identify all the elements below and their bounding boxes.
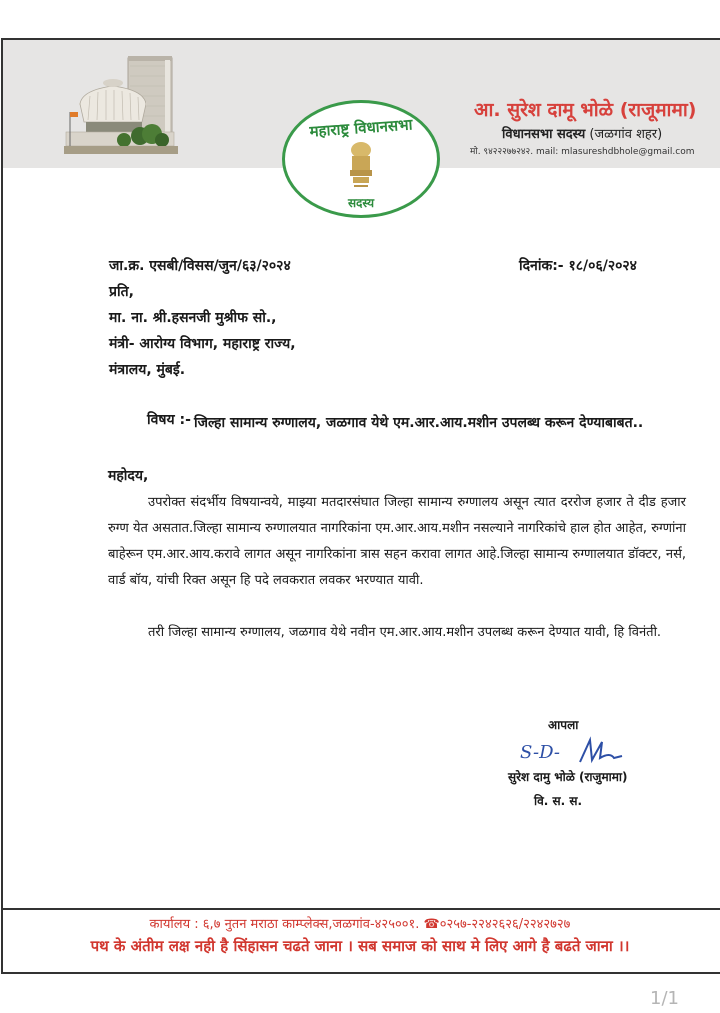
reference-number: जा.क्र. एसबी/विसस/जुन/६३/२०२४ bbox=[109, 258, 291, 274]
mla-designation bbox=[502, 124, 662, 142]
handwritten-signature bbox=[518, 734, 628, 768]
letter-date: दिनांक:- १८/०६/२०२४ bbox=[519, 258, 637, 274]
body-paragraph: तरी जिल्हा सामान्य रुग्णालय, जळगाव येथे नवीन एम.आर.आय.मशीन उपलब्ध करून देण्यात यावी, हि विनंती. bbox=[148, 625, 662, 640]
svg-text:S-D-: S-D- bbox=[520, 742, 560, 763]
mla-contact-info: मो. ९४२२२७७२४२. mail: mlasureshdbhole@gmail.com bbox=[470, 147, 695, 157]
emblem-top-text: महाराष्ट्र विधानसभा bbox=[308, 115, 414, 141]
maharashtra-vidhansabha-emblem bbox=[282, 100, 440, 218]
mla-role: विधानसभा सदस्य bbox=[502, 127, 586, 142]
emblem-bottom-text: सदस्य bbox=[347, 196, 375, 210]
recipient-address-line: मा. ना. श्री.हसनजी मुश्रीफ सो., bbox=[109, 310, 277, 326]
vidhan-bhavan-building-image bbox=[58, 52, 183, 160]
office-address bbox=[0, 914, 720, 932]
subject-label: विषय :- bbox=[147, 412, 191, 428]
office-address-text: ६,७ नुतन मराठा काम्प्लेक्स,जळगांव-४२५००१. ☎०२५७-२२४२६२६/२२४२७२७ bbox=[202, 917, 571, 932]
signatory-designation: वि. स. स. bbox=[534, 794, 583, 808]
closing: आपला bbox=[548, 718, 579, 732]
salutation: महोदय, bbox=[108, 468, 149, 484]
mla-name: आ. सुरेश दामू भोळे (राजूमामा) bbox=[474, 99, 697, 121]
body-paragraph: उपरोक्त संदर्भीय विषयान्वये, माझ्या मतदारसंघात जिल्हा सामान्य रुग्णालय असून त्यात दररोज हजार ते दीड हजार रुग्ण येत असतात.जिल्हा सामान्य रुग्णालयात नागरिकांना एम.आर.आय.मशीन नसल्याने नागरिकांचे हाल होत आहेत, रुग्णांना बाहेरून एम.आर.आय.करावे लागत असून नागरिकांना त्रास सहन करावा लागत आहे.जिल्हा सामान्य रुग्णालयात डॉक्टर, नर्स, वार्ड बॉय, यांची रिक्त असून हि पदे लवकरात लवकर भरण्यात यावी. bbox=[108, 495, 686, 588]
recipient-address-line: मंत्री- आरोग्य विभाग, महाराष्ट्र राज्य, bbox=[109, 336, 296, 352]
subject-text: जिल्हा सामान्य रुग्णालय, जळगाव येथे एम.आर.आय.मशीन उपलब्ध करून देण्याबाबत.. bbox=[194, 415, 644, 431]
ashoka-lion-capital-icon bbox=[344, 140, 378, 190]
footer-divider bbox=[3, 908, 720, 910]
office-label: कार्यालय : bbox=[149, 917, 199, 932]
recipient-address-line: मंत्रालय, मुंबई. bbox=[109, 362, 186, 378]
footer-slogan: पथ के अंतीम लक्ष नही है सिंहासन चढते जाना । सब समाज को साथ मे लिए आगे है बढते जाना ।। bbox=[90, 937, 630, 955]
signatory-name: सुरेश दामु भोळे (राजुमामा) bbox=[508, 770, 628, 784]
page-counter: 1/1 bbox=[650, 988, 679, 1009]
recipient-address-line: प्रति, bbox=[109, 284, 134, 300]
mla-constituency: (जळगांव शहर) bbox=[589, 127, 663, 142]
